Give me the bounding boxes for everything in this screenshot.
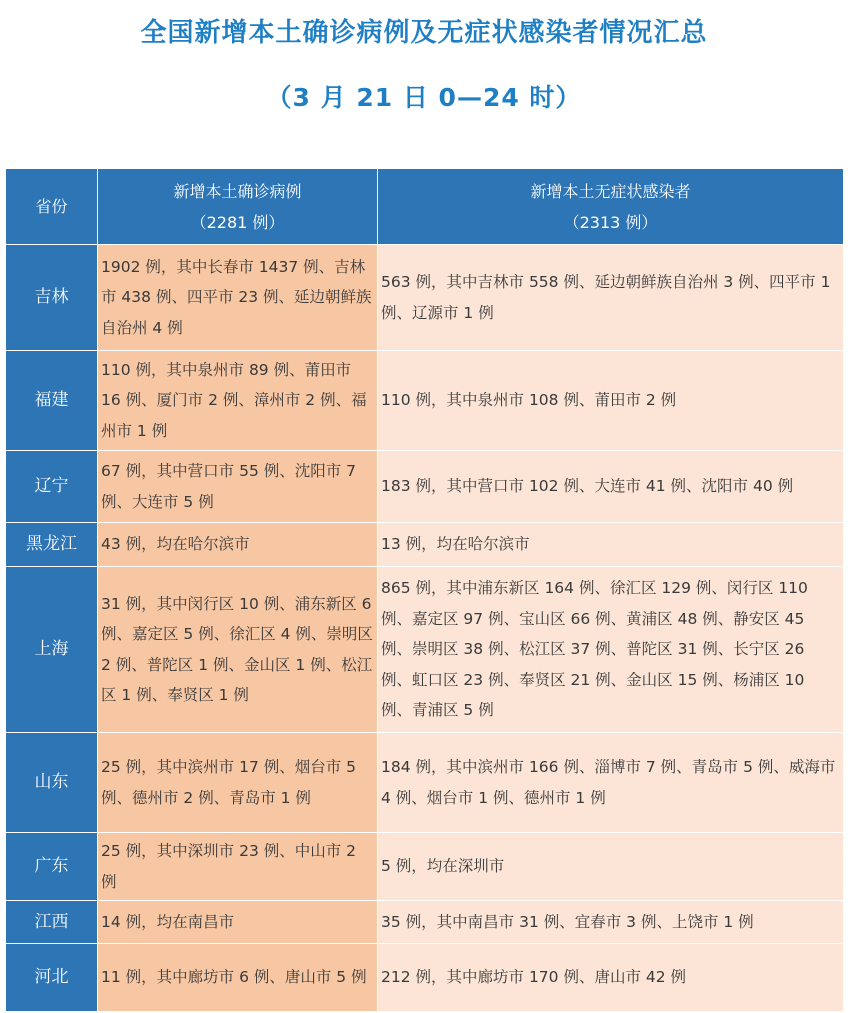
province-cell: 吉林 xyxy=(6,245,98,351)
asymptomatic-cell: 865 例，其中浦东新区 164 例、徐汇区 129 例、闵行区 110 例、嘉定区 97 例、宝山区 66 例、黄浦区 48 例、静安区 45 例、崇明区 38 例、松江区 37 例、普陀区 31 例、长宁区 26 例、虹口区 23 例、奉贤区 21 例、金山区 15 例、杨浦区 10 例、青浦区 5 例 xyxy=(378,567,844,733)
page-subtitle: （3 月 21 日 0—24 时） xyxy=(266,83,582,112)
province-cell: 福建 xyxy=(6,351,98,451)
header-province: 省份 xyxy=(6,169,98,245)
header-confirmed-label: 新增本土确诊病例 xyxy=(173,181,302,201)
page-title: 全国新增本土确诊病例及无症状感染者情况汇总 xyxy=(140,18,708,48)
header-confirmed-total: （2281 例） xyxy=(190,212,285,232)
confirmed-cell: 25 例，其中滨州市 17 例、烟台市 5 例、德州市 2 例、青岛市 1 例 xyxy=(98,733,378,833)
confirmed-cell: 14 例，均在南昌市 xyxy=(98,901,378,944)
province-cell: 江西 xyxy=(6,901,98,944)
asymptomatic-cell: 212 例，其中廊坊市 170 例、唐山市 42 例 xyxy=(378,944,844,1012)
province-cell: 山东 xyxy=(6,733,98,833)
table-row xyxy=(6,901,844,944)
confirmed-cell: 11 例，其中廊坊市 6 例、唐山市 5 例 xyxy=(98,944,378,1012)
asymptomatic-cell: 563 例，其中吉林市 558 例、延边朝鲜族自治州 3 例、四平市 1 例、辽源市 1 例 xyxy=(378,245,844,351)
asymptomatic-cell: 110 例，其中泉州市 108 例、莆田市 2 例 xyxy=(378,351,844,451)
header-asymptomatic xyxy=(378,169,844,245)
confirmed-cell: 67 例，其中营口市 55 例、沈阳市 7 例、大连市 5 例 xyxy=(98,451,378,523)
table-row xyxy=(6,351,844,451)
province-cell: 辽宁 xyxy=(6,451,98,523)
header-asymptomatic-label: 新增本土无症状感染者 xyxy=(530,181,691,201)
province-cell: 上海 xyxy=(6,567,98,733)
table-row xyxy=(6,523,844,567)
asymptomatic-cell: 13 例，均在哈尔滨市 xyxy=(378,523,844,567)
table-row xyxy=(6,451,844,523)
table-row xyxy=(6,567,844,733)
confirmed-cell: 25 例，其中深圳市 23 例、中山市 2 例 xyxy=(98,833,378,901)
asymptomatic-cell: 35 例，其中南昌市 31 例、宜春市 3 例、上饶市 1 例 xyxy=(378,901,844,944)
table-header-row xyxy=(6,169,844,245)
asymptomatic-cell: 184 例，其中滨州市 166 例、淄博市 7 例、青岛市 5 例、威海市 4 例、烟台市 1 例、德州市 1 例 xyxy=(378,733,844,833)
asymptomatic-cell: 183 例，其中营口市 102 例、大连市 41 例、沈阳市 40 例 xyxy=(378,451,844,523)
table-row xyxy=(6,733,844,833)
table-row xyxy=(6,245,844,351)
table-row xyxy=(6,833,844,901)
table-row xyxy=(6,944,844,1012)
header-confirmed xyxy=(98,169,378,245)
province-cell: 河北 xyxy=(6,944,98,1012)
summary-table xyxy=(5,168,844,1012)
province-cell: 广东 xyxy=(6,833,98,901)
confirmed-cell: 1902 例，其中长春市 1437 例、吉林市 438 例、四平市 23 例、延边朝鲜族自治州 4 例 xyxy=(98,245,378,351)
confirmed-cell: 43 例，均在哈尔滨市 xyxy=(98,523,378,567)
province-cell: 黑龙江 xyxy=(6,523,98,567)
confirmed-cell: 110 例，其中泉州市 89 例、莆田市 16 例、厦门市 2 例、漳州市 2 例、福州市 1 例 xyxy=(98,351,378,451)
confirmed-cell: 31 例，其中闵行区 10 例、浦东新区 6 例、嘉定区 5 例、徐汇区 4 例、崇明区 2 例、普陀区 1 例、金山区 1 例、松江区 1 例、奉贤区 1 例 xyxy=(98,567,378,733)
header-asymptomatic-total: （2313 例） xyxy=(563,212,658,232)
asymptomatic-cell: 5 例，均在深圳市 xyxy=(378,833,844,901)
